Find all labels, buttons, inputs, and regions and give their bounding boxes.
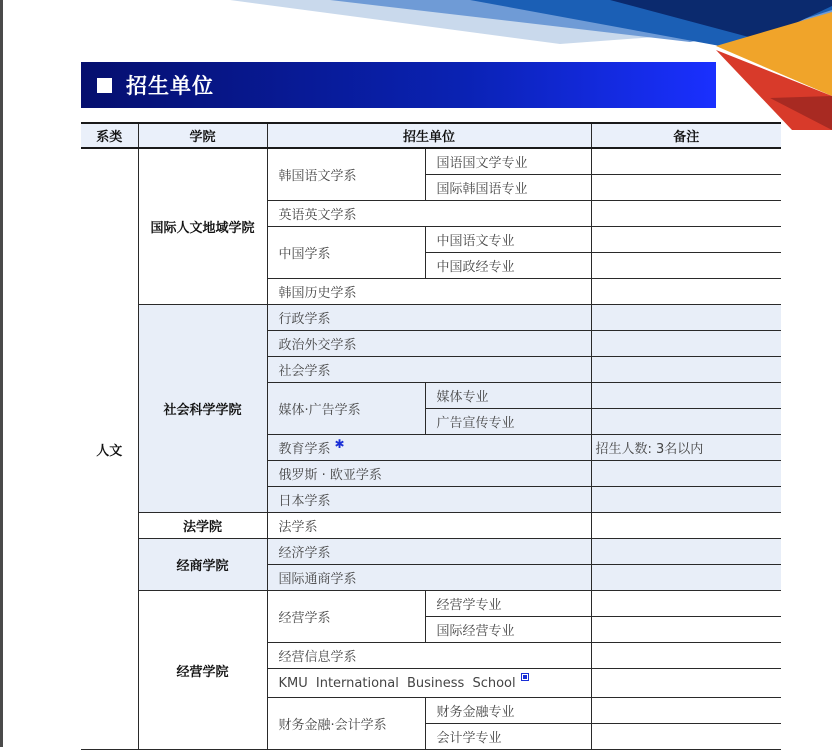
remark-cell [591,724,781,750]
remark-cell [591,461,781,487]
table-header-row [81,123,781,148]
header-remark: 备注 [591,123,781,148]
department-label: 教育学系 [278,442,331,457]
remark-cell [591,253,781,279]
department-cell: 经营学系 [267,591,425,643]
remark-cell [591,201,781,227]
remark-cell [591,487,781,513]
remark-cell [591,148,781,175]
department-label: KMU International Business School [278,675,516,691]
square-mark-icon [521,673,529,681]
remark-cell [591,565,781,591]
admission-units-table [81,122,781,750]
college-cell: 国际人文地域学院 [138,148,267,305]
department-cell: 韩国语文学系 [267,148,425,201]
major-cell: 广告宣传专业 [425,409,591,435]
college-cell: 法学院 [138,513,267,539]
college-cell: 经营学院 [138,591,267,750]
department-cell: 韩国历史学系 [267,279,591,305]
remark-cell [591,643,781,669]
square-bullet-icon [97,78,112,93]
remark-cell [591,357,781,383]
college-cell: 经商学院 [138,539,267,591]
major-cell: 经营学专业 [425,591,591,617]
major-cell: 国际韩国语专业 [425,175,591,201]
department-cell [267,669,591,698]
department-cell: 法学系 [267,513,591,539]
section-title: 招生单位 [126,74,214,98]
remark-cell [591,669,781,698]
table-row [81,513,781,539]
remark-cell [591,279,781,305]
department-cell: 财务金融·会计学系 [267,698,425,750]
major-cell: 财务金融专业 [425,698,591,724]
remark-cell [591,591,781,617]
header-unit: 招生单位 [267,123,591,148]
remark-cell [591,513,781,539]
table-row [81,591,781,617]
department-cell: 行政学系 [267,305,591,331]
table-row [81,148,781,175]
table-row [81,305,781,331]
asterisk-mark-icon: ✱ [334,437,345,451]
department-cell: 政治外交学系 [267,331,591,357]
department-cell: 俄罗斯 · 欧亚学系 [267,461,591,487]
header-category: 系类 [81,123,138,148]
department-cell: 中国学系 [267,227,425,279]
major-cell: 中国政经专业 [425,253,591,279]
table-row [81,539,781,565]
department-cell: 国际通商学系 [267,565,591,591]
department-cell: 经营信息学系 [267,643,591,669]
major-cell: 国际经营专业 [425,617,591,643]
category-cell: 人文 [81,148,138,750]
department-cell: 日本学系 [267,487,591,513]
department-cell: 社会学系 [267,357,591,383]
department-cell: 经济学系 [267,539,591,565]
major-cell: 中国语文专业 [425,227,591,253]
remark-cell: 招生人数: 3名以内 [591,435,781,461]
remark-cell [591,383,781,409]
major-cell: 媒体专业 [425,383,591,409]
section-title-banner [81,62,716,108]
remark-cell [591,305,781,331]
header-college: 学院 [138,123,267,148]
remark-cell [591,698,781,724]
remark-cell [591,331,781,357]
major-cell: 会计学专业 [425,724,591,750]
remark-cell [591,175,781,201]
department-cell: 媒体·广告学系 [267,383,425,435]
college-cell: 社会科学学院 [138,305,267,513]
remark-cell [591,617,781,643]
department-cell [267,435,591,461]
major-cell: 国语国文学专业 [425,148,591,175]
remark-cell [591,409,781,435]
remark-cell [591,539,781,565]
remark-cell [591,227,781,253]
department-cell: 英语英文学系 [267,201,591,227]
